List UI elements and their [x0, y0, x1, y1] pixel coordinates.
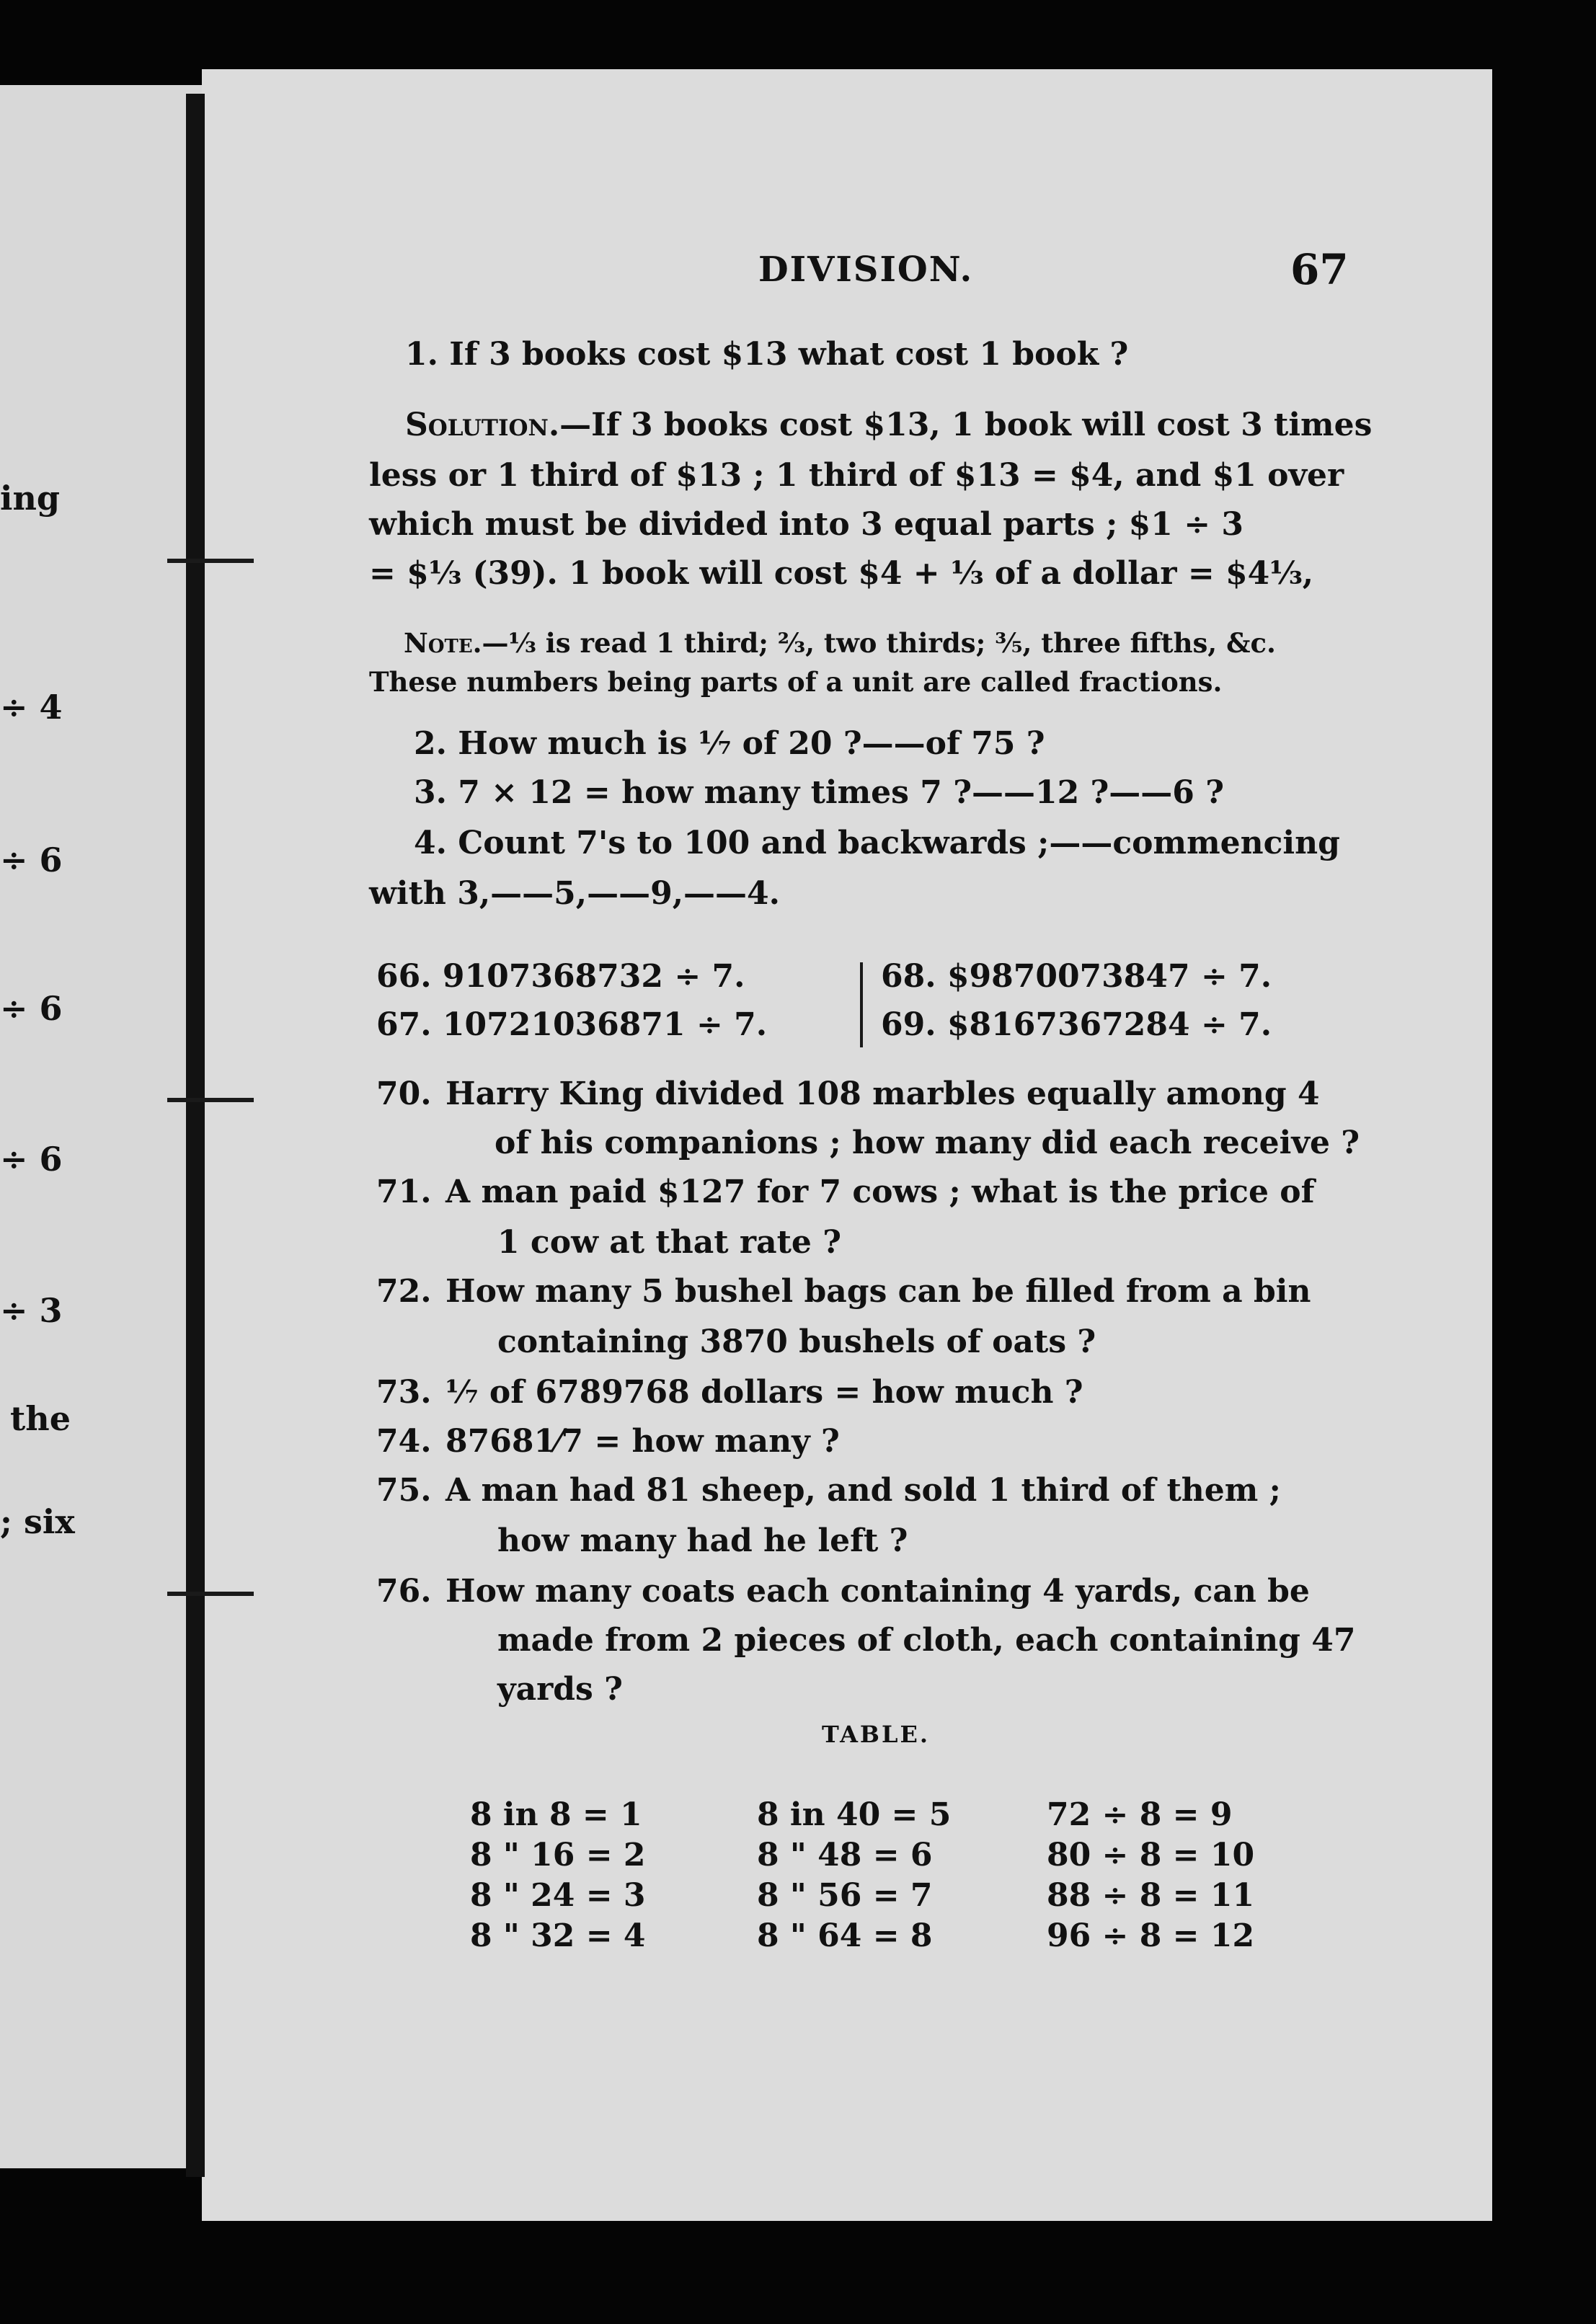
problem-line: 87681⁄7 = how many ? — [445, 1423, 840, 1460]
division-problem: 67. 10721036871 ÷ 7. — [376, 1006, 768, 1043]
left-fragment: the — [10, 1399, 71, 1438]
problem-line: of his companions ; how many did each receive ? — [495, 1125, 1360, 1161]
table-title: TABLE. — [822, 1721, 930, 1748]
problem-line: A man paid $127 for 7 cows ; what is the price of — [445, 1174, 1315, 1210]
problem-number: 76. — [376, 1573, 432, 1610]
exercise-line: 4. Count 7's to 100 and backwards ;——commencing — [414, 825, 1340, 861]
table-cell: 80 ÷ 8 = 10 — [1047, 1837, 1255, 1873]
solution-line: less or 1 third of $13 ; 1 third of $13 = $4, and $1 over — [369, 457, 1344, 494]
solution-line: which must be divided into 3 equal parts ; $1 ÷ 3 — [369, 506, 1244, 543]
left-fragment: ÷ 6 — [0, 841, 63, 879]
table-cell: 8 " 56 = 7 — [757, 1877, 933, 1914]
problem-line: made from 2 pieces of cloth, each containing 47 — [497, 1622, 1356, 1659]
problem-line: 1 cow at that rate ? — [497, 1224, 841, 1261]
table-cell: 8 " 48 = 6 — [757, 1837, 933, 1873]
left-fragment: ÷ 6 — [0, 989, 63, 1028]
note-line — [404, 627, 1276, 659]
problem-number: 75. — [376, 1472, 432, 1509]
note-text: —⅓ is read 1 third; ⅔, two thirds; ⅗, three fifths, &c. — [482, 627, 1276, 659]
table-cell: 72 ÷ 8 = 9 — [1047, 1796, 1233, 1833]
left-page — [0, 85, 216, 2168]
problem-line: how many had he left ? — [497, 1522, 908, 1559]
left-fragment: ÷ 3 — [0, 1291, 63, 1330]
column-divider — [860, 962, 863, 1047]
left-fragment: ; six — [0, 1502, 75, 1541]
division-problem: 66. 9107368732 ÷ 7. — [376, 958, 745, 995]
problem-line: containing 3870 bushels of oats ? — [497, 1323, 1096, 1360]
problem-number: 71. — [376, 1174, 432, 1210]
problem-line: ⅐ of 6789768 dollars = how much ? — [445, 1374, 1083, 1411]
table-cell: 8 " 32 = 4 — [470, 1917, 646, 1954]
example-question: 1. If 3 books cost $13 what cost 1 book ? — [405, 336, 1129, 373]
problem-number: 70. — [376, 1075, 432, 1112]
problem-number: 74. — [376, 1423, 432, 1460]
binding-stitch — [167, 559, 254, 563]
table-cell: 8 " 16 = 2 — [470, 1837, 646, 1873]
left-fragment: ÷ 6 — [0, 1140, 63, 1179]
problem-line: How many 5 bushel bags can be filled from a bin — [445, 1273, 1311, 1310]
table-cell: 8 " 64 = 8 — [757, 1917, 933, 1954]
table-cell: 88 ÷ 8 = 11 — [1047, 1877, 1255, 1914]
binding-stitch — [167, 1098, 254, 1102]
problem-number: 72. — [376, 1273, 432, 1310]
problem-line: yards ? — [497, 1671, 623, 1708]
table-cell: 96 ÷ 8 = 12 — [1047, 1917, 1255, 1954]
table-cell: 8 " 24 = 3 — [470, 1877, 646, 1914]
exercise-line: 2. How much is ⅐ of 20 ?——of 75 ? — [414, 725, 1045, 762]
solution-text: —If 3 books cost $13, 1 book will cost 3 times — [559, 407, 1373, 443]
division-problem: 69. $8167367284 ÷ 7. — [881, 1006, 1272, 1043]
division-problem: 68. $9870073847 ÷ 7. — [881, 958, 1272, 995]
note-line: These numbers being parts of a unit are called fractions. — [369, 666, 1223, 698]
solution-line: = $⅓ (39). 1 book will cost $4 + ⅓ of a dollar = $4⅓, — [369, 555, 1314, 592]
solution-line — [405, 409, 1372, 441]
page-title: DIVISION. — [758, 249, 974, 290]
page-number: 67 — [1290, 245, 1349, 294]
table-cell: 8 in 8 = 1 — [470, 1796, 642, 1833]
binding-stitch — [167, 1592, 254, 1596]
left-fragment: ing — [0, 479, 61, 518]
problem-number: 73. — [376, 1374, 432, 1411]
note-label: Note. — [404, 627, 482, 659]
table-cell: 8 in 40 = 5 — [757, 1796, 952, 1833]
solution-label: Solution. — [405, 407, 560, 443]
problem-line: Harry King divided 108 marbles equally among 4 — [445, 1075, 1320, 1112]
left-fragment: ÷ 4 — [0, 688, 63, 727]
problem-line: How many coats each containing 4 yards, can be — [445, 1573, 1310, 1610]
exercise-line: with 3,——5,——9,——4. — [369, 875, 780, 912]
problem-line: A man had 81 sheep, and sold 1 third of them ; — [445, 1472, 1281, 1509]
exercise-line: 3. 7 × 12 = how many times 7 ?——12 ?——6 ? — [414, 774, 1225, 811]
book-gutter — [186, 94, 205, 2177]
